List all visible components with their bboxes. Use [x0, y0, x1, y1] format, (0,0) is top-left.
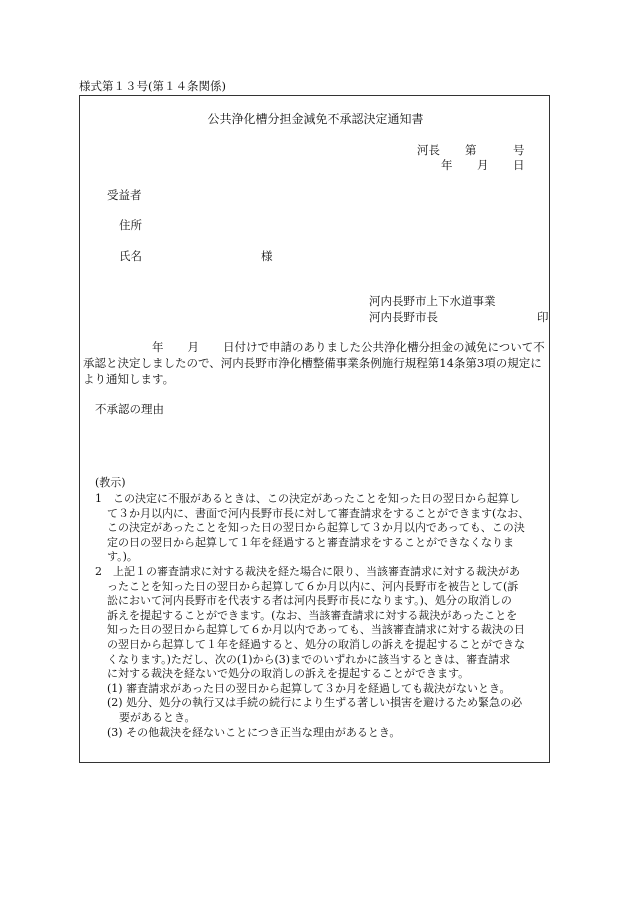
- issuer-org: 河内長野市上下水道事業: [369, 294, 496, 308]
- notice-line: (1) 審査請求があった日の翌日から起算して３か月を経過しても裁決がないとき。: [107, 681, 511, 695]
- document-title: 公共浄化槽分担金減免不承認決定通知書: [207, 112, 424, 126]
- body-line1: 日付けで申請のありました公共浄化槽分担金の減免について不: [223, 340, 545, 354]
- notice-line: この決定があったことを知った日の翌日から起算して３か月以内であっても、この決: [107, 521, 525, 535]
- date-year: 年: [441, 158, 453, 172]
- notice-line: 要があるとき。: [119, 711, 196, 724]
- notice-line: くなります。)ただし、次の(1)から(3)までのいずれかに該当するときは、審査請求: [107, 652, 511, 666]
- reason-label: 不承認の理由: [95, 402, 164, 416]
- name-label: 氏名: [119, 249, 142, 263]
- doc-number-mid: 第: [465, 143, 477, 157]
- notice-line: 1 この決定に不服があるときは、この決定があったことを知った日の翌日から起算し: [95, 492, 520, 505]
- doc-number-suffix: 号: [513, 143, 525, 157]
- address-label: 住所: [119, 218, 142, 232]
- date-month: 月: [477, 158, 489, 172]
- notice-line: に対する裁決を経ないで処分の取消しの訴えを提起することができます。: [107, 667, 470, 681]
- issuer-title: 河内長野市長: [369, 310, 438, 324]
- date-day: 日: [513, 158, 525, 172]
- notice-line: の翌日から起算して１年を経過すると、処分の取消しの訴えを提起することができな: [107, 638, 525, 651]
- notice-body: [83, 339, 547, 387]
- form-number-label: 様式第１３号(第１４条関係): [79, 79, 226, 93]
- body-date-year: 年: [152, 340, 164, 354]
- notice-line: て３か月以内に、書面で河内長野市長に対して審査請求をすることができます(なお、: [107, 506, 530, 520]
- notice-document-frame: [79, 95, 550, 763]
- notice-line: (3) その他裁決を経ないことにつき正当な理由があるとき。: [107, 725, 401, 739]
- doc-number-prefix: 河長: [417, 143, 440, 157]
- notice-line: 2 上記１の審査請求に対する裁決を経た場合に限り、当該審査請求に対する裁決があ: [95, 565, 520, 578]
- notice-header: (教示): [95, 476, 126, 489]
- body-date-month: 月: [187, 340, 199, 354]
- honorific: 様: [261, 249, 273, 263]
- notice-line: 訟において河内長野市を代表する者は河内長野市長になります。)、処分の取消しの: [107, 594, 512, 608]
- recipient-label: 受益者: [107, 188, 142, 202]
- body-line2: 承認と決定しましたので、河内長野市浄化槽整備事業条例施行規程第14条第3項の規定に: [83, 356, 542, 370]
- notice-line: 知った日の翌日から起算して６か月以内であっても、当該審査請求に対する裁決の日: [107, 623, 525, 637]
- notice-line: (2) 処分、処分の執行又は手続の続行により生ずる著しい損害を避けるため緊急の必: [107, 696, 523, 710]
- notice-line: 定の日の翌日から起算して１年を経過すると審査請求をすることができなくなりま: [107, 535, 514, 549]
- body-line3: より通知します。: [83, 372, 175, 386]
- notice-line: 訴えを提起することができます。(なお、当該審査請求に対する裁決があったことを: [107, 608, 518, 622]
- notice-line: す。)。: [107, 550, 138, 564]
- notice-line: ったことを知った日の翌日から起算して６か月以内に、河内長野市を被告として(訴: [107, 579, 519, 593]
- seal-mark: 印: [537, 310, 549, 324]
